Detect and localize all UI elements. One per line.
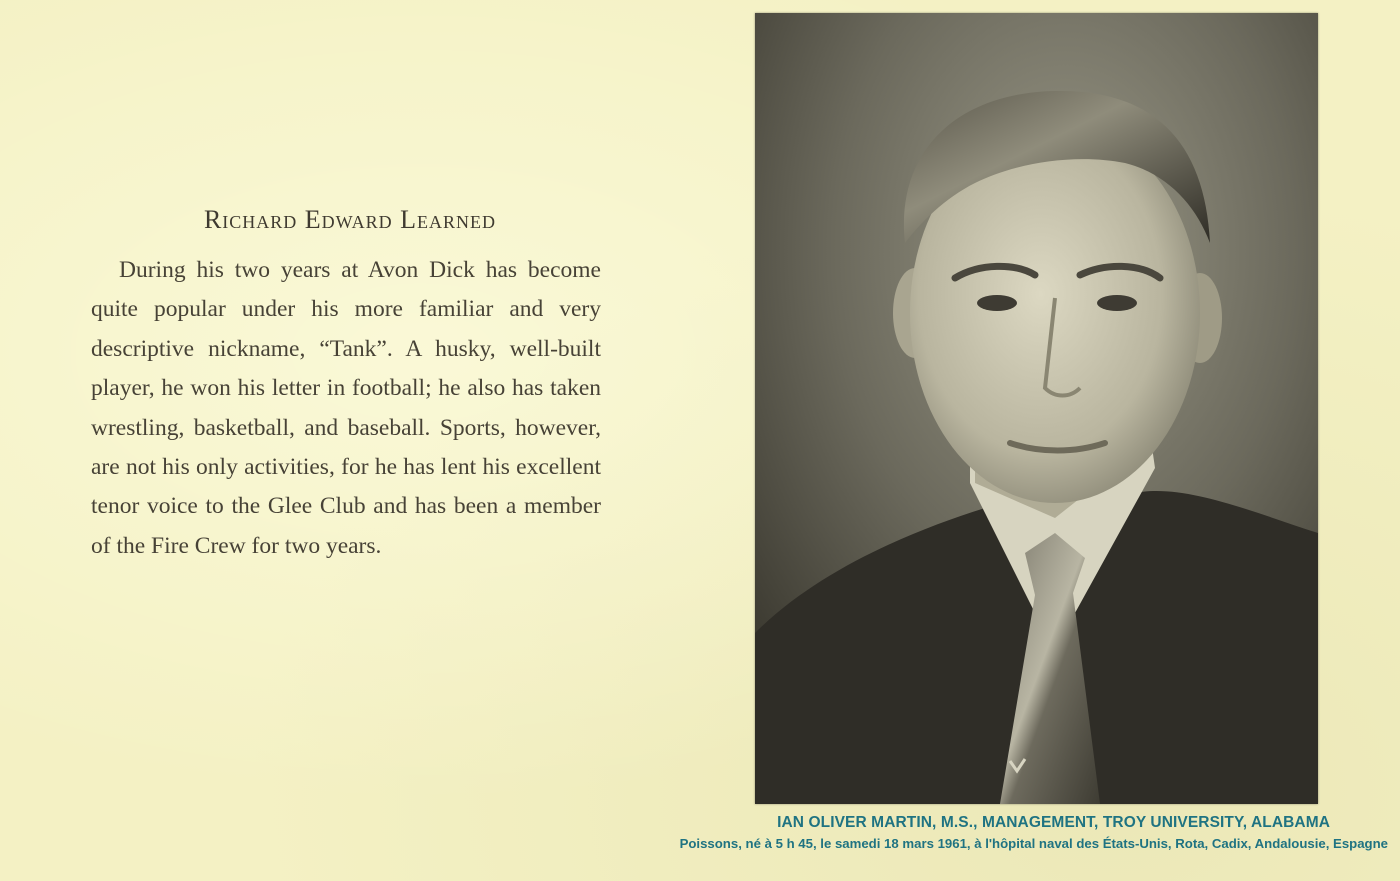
caption-title: IAN OLIVER MARTIN, M.S., MANAGEMENT, TROY UNIVERSITY, ALABAMA bbox=[777, 814, 1330, 831]
portrait-illustration bbox=[755, 13, 1318, 804]
biography-block bbox=[91, 205, 601, 566]
person-name-heading: Richard Edward Learned bbox=[203, 205, 497, 234]
portrait-photo bbox=[755, 13, 1318, 804]
photo-caption bbox=[680, 814, 1388, 851]
biography-text: During his two years at Avon Dick has become quite popular under his more familiar and very descriptive nickname, “Tank”. A husky, well-built player, he won his letter in football; he also has taken wrestling, basketball, and baseball. Sports, however, are not his only activities, for he has lent his excellent tenor voice to the Glee Club and has been a member of the Fire Crew for two years. bbox=[91, 257, 601, 559]
caption-detail: Poissons, né à 5 h 45, le samedi 18 mars 1961, à l'hôpital naval des États-Unis, Rota, Cadix, Andalousie, Espagne bbox=[679, 836, 1388, 851]
